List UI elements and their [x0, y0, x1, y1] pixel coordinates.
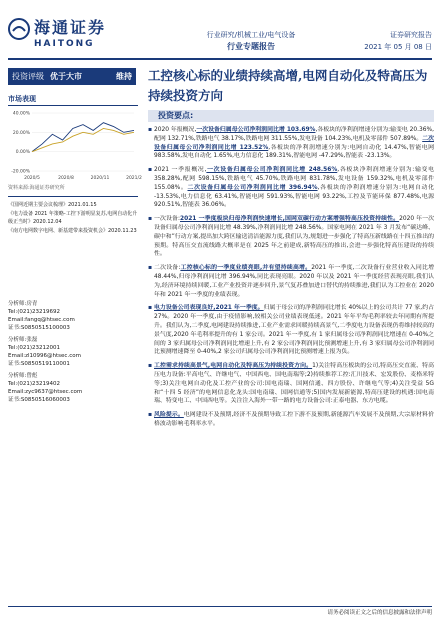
p2-body2: ,各板块的净利润增速分别为:电网自动化 -13.53%,电力信息化 63.41%,智能电网 591.93%,智能电网 93.22%,工控及节能环保 877.48%,电源 920.51%,智能表 36.06%。: [154, 184, 434, 209]
p1-body2: ,各板块的净利润增速分别为:电网自动化 14.47%,智能电网 983.58%,发电自动化 1.65%,电力信息化 189.31%,智能电网 -47.29%,智能表 -23.13%。: [154, 144, 434, 160]
series-line-2: [32, 128, 134, 151]
related-item[interactable]: 《电力设备 2021 年策略-工控下游明显复苏,电网自动化升级正当时》2020.12.04: [8, 211, 138, 225]
left-column: [8, 94, 142, 236]
report-title: 工控核心标的业绩持续高增,电网自动化及特高压为持续投资方向: [148, 68, 428, 103]
report-category: 行业研究/机械工业/电气设备: [206, 31, 296, 39]
p5-lead: 电力设备公司表现: [154, 305, 202, 312]
related-list: [8, 201, 138, 235]
report-type: 行业专题报告: [227, 42, 275, 51]
right-column: [148, 110, 434, 434]
invest-head: 投资要点:: [148, 110, 434, 122]
analyst-line[interactable]: Email:fangq@htsec.com: [8, 317, 75, 323]
header-right: [364, 30, 432, 54]
p1-highlight: 一次设备归属母公司净利润同比增 103.69%: [196, 127, 316, 133]
logo-cn: 海通证券: [34, 18, 107, 37]
footer-divider: [8, 606, 432, 607]
para-risk: [148, 411, 434, 429]
market-label: 市场表现: [8, 94, 138, 106]
para-2021-q1: [148, 166, 434, 210]
p4-body: 2021 年一季度,二次设备行业营业收入同比增 48.44%,归母净利润同比增 396.94%,同比表现亮眼。2020 年以及 2021 年一季度经营表现亮眼,我们认为,经济环境持续回暖,工业产业投资并逐步回升,景气复苏叠加进口替代的持续推进,我们认为工控业在 2020 年和 2021 年一季度的业绩表现。: [154, 265, 434, 298]
related-item[interactable]: 《南方电网数字电网、新基建带来投资机会》2020.11.23: [8, 228, 137, 234]
y-tick-label: -20.00%: [11, 169, 30, 175]
p2-highlight2: 二次设备归属母公司净利润同比增 396.94%: [187, 184, 318, 191]
y-tick-label: 40.00%: [12, 111, 30, 117]
p6-lead: 工控需求持续高景气,电网自动化及特高压为持续投资方向。: [154, 363, 313, 370]
para-investment-direction: [148, 362, 434, 406]
report-label: 证券研究报告: [390, 31, 432, 39]
analyst-line[interactable]: Email:zyc9637@htsec.com: [8, 389, 83, 395]
report-date: 2021 年 05 月 08 日: [364, 43, 432, 51]
p3-highlight: 2021 一季度板块归母净利润快速增长,国网双碳行动方案增强特高压投资持续性。: [180, 216, 400, 223]
disclaimer-footer: 请务必阅读正文之后的信息披露和法律声明: [327, 610, 432, 616]
haitong-logo: [8, 18, 138, 62]
related-item[interactable]: 《国网近期主要会议梳理》2021.01.15: [8, 202, 97, 208]
x-tick-label: 2020/11: [90, 176, 110, 181]
p5-body: 归属于母公司的净利润同比增长 40%以上的公司共计 77 家,约占 27%。2020 年一季度,由于疫情影响,较相关公司业绩表现低迷。2021 年年平均毛利率较去年同期有所提升。我们认为,二季度,电网建设持续推进,工业产业需求回暖持续高景气,二季度电力设备表现仍将维持较高的景气度,2020 年毛利率提升的有 1 家公司。2021 年一季度,有 1 家归属母公司净利润同比增速在 0-40%之间的 3 家归属母公司净利润同比增速上升,有 2 家公司净利润同比预测增速上升,有 3 家归属母公司净利润同比预测增速降至 0-40%,2 家公司归属母公司净利润同比预测增速上报为负。: [154, 305, 435, 356]
analyst-line: 分析师:曾彪: [8, 373, 38, 379]
p7-body: 电网建设不及预期,经济不及预期导致工控下游不及预期,新能源汽车发展不及预期,大宗原材料价格波动影响毛利率水平。: [154, 412, 434, 427]
y-tick-label: 20.00%: [12, 130, 30, 136]
p1-highlight2: 二次设备归属母公司净利润同比增 123.52%: [154, 135, 434, 151]
para-secondary-equipment: [148, 264, 434, 299]
haitong-logo-icon: [8, 18, 30, 40]
y-tick-label: 0.00%: [15, 150, 30, 156]
series-line-1: [32, 123, 134, 152]
rating-label: 投资评级: [12, 72, 44, 81]
x-tick-label: 2021/2: [126, 176, 142, 181]
header-divider: [8, 58, 432, 60]
analyst-line: 分析师:房青: [8, 301, 38, 307]
p4-lead: 二次设备:: [154, 265, 181, 272]
analyst-line: 证书:S0850515100003: [8, 325, 70, 331]
report-header: [0, 0, 440, 70]
p2-lead: 2021 一季报概况,: [154, 167, 207, 174]
p2-highlight: 一次设备归属母公司净利润同比增 248.56%: [206, 167, 338, 174]
rating-bar: [8, 68, 136, 85]
logo-en: HAITONG: [34, 39, 95, 49]
chart-source: 资料来源:海通证券研究所: [8, 185, 65, 191]
p3-lead: 一次设备:: [154, 216, 181, 223]
p1-lead: 2020 年报概况,: [154, 127, 197, 133]
para-2020-annual: [148, 126, 434, 161]
x-tick-label: 2020/5: [24, 176, 40, 181]
para-primary-equipment: [148, 215, 434, 259]
market-chart-svg: [8, 109, 142, 183]
analyst-line: 证书:S0850519110001: [8, 361, 70, 367]
p6-body: 1)关注特高压板块的公司,特高压交直流、特高压电力设备:平高电气、许继电气、中国西电、国电南瑞等;2)持续推荐工控:汇川技术、宏发股份、麦格米特等;3)关注电网自动化及工控产业的公司:国电南瑞、国网信通、四方股份、许继电气等;4)关注受益 5G 和“十四 5 经济”的电网信息化龙头:国电南瑞、国网信通等;5)国内发展新能源,特高压建设的机遇:国电南瑞、特变电工、中国西电等。关注注入海外一带一路的电力设备公司:正泰电器、东方电缆。: [154, 363, 434, 405]
analyst-line: 证书:S0850516060003: [8, 397, 70, 403]
analyst-line[interactable]: Email:zl10996@htsec.com: [8, 353, 81, 359]
p3-body: 2020 年一次设备归属母公司净利润同比增 48.39%,净利润同比增 248.56%。国家电网在 2021 年 3 月发布“碳达峰、碳中和”行动方案,提出加大跨区输送清洁能源力度,我们认为,规划进一步强化了特高压新线路在十四五推出的预期。特高压交直流线路大概率是在 2025 年之前建成,新特高压的推出,会进一步强化特高压建设的持续性。: [154, 216, 434, 258]
analyst-line: Tel:(021)23212001: [8, 345, 60, 351]
analyst-block: [8, 300, 138, 404]
p4-highlight: 工控核心标的一季度业绩亮眼,并有望持续高增。: [180, 265, 312, 272]
market-chart: [8, 109, 142, 183]
left-divider: [8, 196, 138, 197]
analyst-line: 分析师:张磊: [8, 337, 38, 343]
p1-body: ,各板块的净利润增速分别为:输变电 20.36%,配网 132.71%,铁路电气 38.17%,铁路电网 311.55%,发电设备 104.23%,电机及零部件 507.89%。: [154, 127, 434, 142]
rating-change: 维持: [116, 72, 132, 81]
p5-highlight: 良好,2021 年一季度。: [201, 305, 264, 312]
analyst-line: Tel:(021)23219402: [8, 381, 60, 387]
analyst-line: Tel:(021)23219692: [8, 309, 60, 315]
p2-body: ,各板块净利润增速分别为:输变电 358.28%,配网 598.15%,铁路电气 45.70%,铁路电网 831.78%,发电设备 159.32%,电机及零部件 155.08%。: [154, 167, 435, 191]
x-tick-label: 2020/8: [58, 176, 74, 181]
rating-value: 优于大市: [50, 72, 82, 81]
p7-lead: 风险提示。: [154, 412, 184, 419]
header-center: [176, 30, 326, 54]
para-company-performance: [148, 304, 434, 357]
